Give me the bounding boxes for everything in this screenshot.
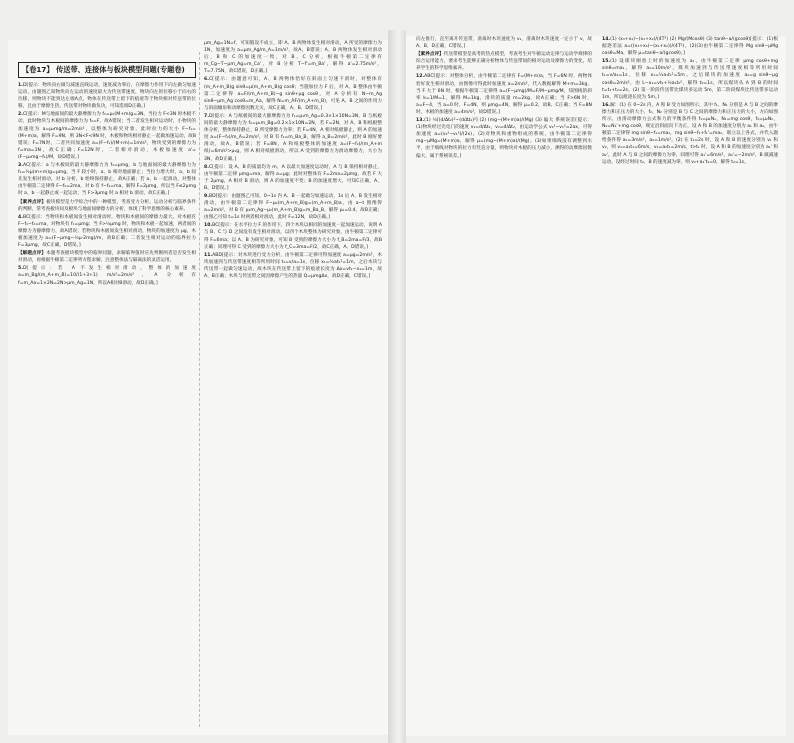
answer-item — [416, 36, 592, 50]
item-text: BD[提示：由题图乙可知，0~1s 内 A、B 一起做匀加速运动，1s 后 A、B 发生相对滑动，由牛顿第二定律得 F−μ₂(m_A+m_B)g=(m_A+m_B)a，由 a−t 图像得 a=2m/s²，对 B 有 μ₁m_Ag−μ₂(m_A+m_B)g=m_Ba_B，解得 μ₁=0.4，故B正确；由图乙可知 t=1s 时两者相对滑动，此时 F=12N，故D正确。] — [204, 193, 382, 221]
item-text: ABC[提示：对整体分析，由牛顿第二定律有 F=(M+m)a，当 F=6N 时，两物体恰好发生相对滑动，由图像可得此时加速度 a=2m/s²，代入数据解得 M+m=3kg，当 F 大于 6N 时，根据牛顿第二定律得 a=(F−μmg)/M=F/M−μmg/M，知图线的斜率 k=1/M=1，解得 M=1kg，滑块的质量 m=2kg，故A正确；当 F>6N 时，a=F−4，当 a=0 时，F=4N，则 μmg=4N，解得 μ=0.2，故B、C正确；当 F=8N 时，木板的加速度 a=4m/s²，故D错误。] — [416, 74, 592, 115]
item-number: 14. — [602, 37, 611, 42]
answer-item — [18, 199, 196, 213]
item-text: (1) ½[(d/Δt₂)²−(d/Δt₁)²] (2) (mg−(M+m)a)/(Mg) (3) 偏大 系统误差[提示：(1)物块经过光电门的速度 v₁=d/Δt₁，v₂=d/Δt₂，由运动学公式 v₂²−v₁²=2ax，可得加速度 a=(v₂²−v₁²)/(2x)。(2)对物块和重物组成的系统，由牛顿第二定律得 mg−μMg=(M+m)a，解得 μ=(mg−(M+m)a)/(Mg)。(3)如果细线没有调整到水平，由于细线对物块的拉力有竖直分量，则物块对木板的压力减小，测得的动摩擦因数偏大，属于系统误差。] — [416, 118, 592, 159]
answer-item — [602, 102, 778, 166]
item-number: 10. — [204, 223, 213, 229]
item-number: 8. — [204, 164, 209, 170]
answer-item — [18, 162, 196, 197]
item-number: 【解题点评】 — [18, 251, 47, 257]
left-page-column-1 — [18, 40, 196, 735]
answer-item — [602, 36, 778, 57]
answer-item — [416, 51, 592, 72]
answer-item — [18, 265, 196, 286]
item-text: D[提示：A 与纸板间的最大静摩擦力为 f₁=μ₁m_Ag=0.3×1×10N=3N，B 与纸板间的最大静摩擦力为 f₂=μ₁m_Bg=0.2×1×10N=2N，若 F=2N，对 A、B 和纸板整体分析，整体保持静止，B 所受摩擦力为零；若 F=4N，A 相对纸板静止，则 A 的加速度 a=(F−f₂)/m_A=2m/s²，对 B 有 f₂=m_Ba_B，解得 a_B=2m/s²，此时 B 刚好要滑动，故A、B错误；若 F=8N，A 和纸板整体的加速度 a=(F−f₂)/(m_A+m纸)=6m/s²>μ₁g，则 A 相对纸板滑动，所以 A 受到的摩擦力为滑动摩擦力，大小为 3N，故D正确。] — [204, 113, 382, 162]
item-number: 6. — [204, 77, 209, 83]
item-number: 7. — [204, 113, 209, 119]
item-number: 13. — [416, 118, 425, 124]
section-title: 【卷17】 传送带、连接体与板块模型问题(专题卷) — [18, 62, 196, 78]
item-text: 解：(1) 在 0~2s 内，A 和 B 受力如图所示，其中 f₁、N₁ 分别是 A 与 B 之间的摩擦力和正压力的大小，f₂、N₂ 分别是 B 与 C 之间的摩擦力和正压力的大小，方向如图所示，由滑动摩擦力公式和力的平衡条件得 f₁=μ₁N₁，N₁=mg cosθ，f₂=μ₂N₂，N₂=N₁'+mg cosθ，规定沿斜面向下为正，设 A 和 B 的加速度分别为 a₁ 和 a₂，由牛顿第二定律得 mg sinθ−f₁=ma₁，mg sinθ−f₂+f₁'=ma₂，联立以上各式，并代入题给条件得 a₁=3m/s²，a₂=1m/s²。(2) 在 t₁=2s 时，设 A 和 B 的速度分别为 v₁ 和 v₂，则 v₁=a₁t₁=6m/s，v₂=a₂t₁=2m/s，t>t₁ 时，设 A 和 B 的加速度分别为 a₁' 和 a₂'，此时 A 与 B 之间的摩擦力为零，同理可得 a₁'=6m/s²，a₂'=−2m/s²，B 做减速运动，设经过时间 t₂，B 的速度减为零，则 v₂+a₂'t₂=0，解得 t₂=1s。 — [602, 102, 778, 165]
answer-item — [204, 252, 382, 280]
right-col-items — [416, 36, 778, 736]
left-page-column-2 — [204, 40, 382, 735]
left-col1-items — [18, 82, 196, 287]
left-col2-items — [204, 40, 382, 280]
item-number: 【素养点评】 — [18, 199, 47, 205]
item-number: 5. — [18, 266, 23, 272]
item-text: 本题考查板块模型中的临界问题，求解临界值时应先判断两者是否发生相对滑动，再根据牛顿第二定律列方程求解，注意整体法与隔离法的灵活运用。 — [18, 251, 196, 264]
answer-item — [204, 222, 382, 250]
item-number: 9. — [204, 193, 209, 199]
item-text: (1) (x₃+x₄)−(x₁+x₂)/(4T²) (2) Mg/(Mcosθ) (3) tanθ−a/(gcosθ)[提示：(1)根据逐差法 a=((x₃+x₄)−(x₁+x₂))/(4T²)。(2)(3)由牛顿第二定律得 Mg sinθ−μMg cosθ=Ma，解得 μ=tanθ−a/(gcosθ)。] — [602, 37, 778, 57]
answer-item — [18, 250, 196, 264]
item-number: 【素养点评】 — [416, 52, 444, 58]
item-number: 4. — [18, 214, 23, 220]
answer-item — [204, 113, 382, 163]
item-text: C[提示：由题意可知，A、B 两物体恰好在斜面上匀速下滑时，对整体有 (m_A+m_B)g sinθ=μ(m_A+m_B)g cosθ；当施加拉力 F 后，对 A、B 整体由牛顿第二定律得 a=F/(m_A+m_B)−g sinθ+μg cosθ，对 A 分析有 N−m_Ag sinθ−μm_Ag cosθ=m_Aa，解得 N=m_AF/(m_A+m_B)，可见 A、B 之间的作用力与斜面倾角和动摩擦因数无关，故C正确，A、B、D错误。] — [204, 77, 382, 111]
item-text: D[提示：若 A 不发生相对滑动，整体的加速度 a=m_Bg/(m_A+m_B)=10/(1+3+1) m/s²=2m/s²，A 分析有 f=m_Aa=1×2N=2N>μm_Ag=1N，所以A相对B滑动，故D正确。] — [18, 266, 196, 286]
left-page — [8, 40, 388, 735]
item-text: C[提示：设 A、B 的质量均为 m，A 以最大加速度运动时，A 与 B 保持相对静止，由牛顿第二定律 μmg=ma，解得 a=μg；此时对整体有 F=2ma=2μmg，故若 F 大于 2μmg，A 相对 B 滑动，则 A 的加速度不变；B 的加速度增大，可知C正确，A、B、D错误。] — [204, 164, 382, 191]
item-text: BC[提示：在水平拉力 F 的作用下，四个木块以相同的加速度一起加速运动，说明 A 与 B、C 与 D 之间没有发生相对滑动，以四个木块整体为研究对象，由牛顿第二定律可得 F=6ma；以 A、B 为研究对象，可知 B 受到的摩擦力大小为 f_B=2ma=F/3，故B正确；同理可得 C 受到的摩擦力大小为 f_C=3ma=F/2，故C正确，A、D错误。] — [204, 223, 382, 250]
answer-item — [18, 214, 196, 249]
item-text: 向左推行，直至离开传送带，滑离时木块速度为 v₁，滑离时木块速度一定小于 v，故A、B、D正确，C错误。] — [416, 37, 592, 50]
answer-item — [416, 73, 592, 116]
item-text: AC[提示：a 与木板间的最大静摩擦力为 f₁=μmg，b 与地面间的最大静摩擦力为 f₂=½μ(m+m)g=μmg，当 F 较小时，a、b 相对地面静止；当拉力增大时，a、b 间先发生相对滑动，对 b 分析，b 始终保持静止，故A正确；若 a、b 一起滑动，对整体由牛顿第二定律得 F−f₂=2ma，对 b 有 f−f₂=ma，解得 F=2μmg，所以当 F≤2μmg 时 a、b 一起静止或一起运动；当 F>3μmg 时 a 相对 b 滑动，故C正确。] — [18, 163, 196, 197]
item-text: μm_Ag=1N=f，可知假设不成立，即 A、B 两物体发生相对滑动，A 所受的摩擦力为 1N，加速度为 a=μm_Ag/m_A=1m/s²，故A、B错误；A、B 两物体发生相对滑动后，B 和 C 的加速度一致，对 B、C 分析，根据牛顿第二定律有 m_Cg−T−μm_Ag=m_Ca'，对 B 分析 T−f'=m_Ba'，解得 a'=2.75m/s²，T=7.75N，故C错误，D正确。] — [204, 41, 382, 75]
right-page-column-1 — [416, 36, 778, 736]
answer-item — [204, 40, 382, 75]
answer-item — [18, 82, 196, 110]
answer-item — [18, 111, 196, 161]
item-number: 1. — [18, 83, 23, 88]
item-number: 12. — [416, 74, 425, 80]
answer-item — [416, 117, 592, 160]
item-number: 15. — [602, 59, 611, 65]
item-text: C[提示：M与地面间的最大静摩擦力为 f₁=μ₁(M+m)g=3N，当拉力 F<3N 时木板不动，此时物块与木板间的摩擦力为 f₂=F，故A错误；当二者发生相对运动时，小物块的加速度为 a=μ₂mg/m=2m/s²，以整体为研究对象，此时拉力的大小 F−f₁=(M+m)a，解得 F=9N，则 3N<F<9N 时，木板和物块相对静止一起做加速运动，故B错误；F=7N时，二者共同加速度 a=(F−f₁)/(M+m)=1m/s²，物块受到的摩擦力为 f=ma=1N，故C正确；F=12N时，二者相对滑动，木板加速度 a'=(F−μ₂mg−f₁)/M，故D错误。] — [18, 112, 196, 160]
item-text: 板块模型是力学综合中的一种模型，考查受力分析、运动分析与临界条件的判断，常考查板块间及板块与地面间摩擦力的分析，体现了科学思维的核心素养。 — [18, 199, 196, 212]
answer-item — [204, 193, 382, 221]
book-gutter — [388, 30, 406, 743]
answer-item — [602, 58, 778, 101]
item-text: (1) 设煤块刚放上时的加速度为 a₁，由牛顿第二定律 μmg cosθ+mg sinθ=ma₁，解得 a₁=10m/s²，煤块加速到与传送带速度相等所用时间 t₁=v/a₁=1s，位移 x₁=½a₁t₁²=5m。之后煤块的加速度 a₂=g sinθ−μg cosθ=2m/s²，由 L−x₁=vt₂+½a₂t₂²，解得 t₂=1s，所以煤块从 A 到 B 的时间 t=t₁+t₂=2s。(2) 第一阶段传送带比煤块多运动 5m，第二阶段煤块比传送带多运动 1m，所以痕迹长度为 5m。] — [602, 59, 778, 100]
right-page — [406, 36, 786, 736]
answer-item — [204, 164, 382, 192]
item-number: 2. — [18, 112, 23, 118]
answer-item — [204, 76, 382, 111]
item-text: ABD[提示：对木块进行受力分析，由牛顿第二定律可得加速度 a=μg=2m/s²，木块加速到与传送带速度相等所用时间 t₁=v/a=1s，位移 x₁=½at₁²=1m，之后木块与传送带一起做匀速运动，故木块在传送带上留下的痕迹长度为 Δx=vt₁−x₁=1m，故A、B正确；木块与传送带之间因摩擦产生的热量 Q=μmgΔx，故D正确，C错误。] — [204, 252, 382, 279]
item-text: 传送带模型是高考的热点模型，考查考生对牛顿运动定律与运动学规律的综合运用能力，要求考生能够正确分析物体与传送带间的相对运动及摩擦力的变化，培养学生的科学思维素养。 — [416, 52, 592, 72]
item-number: 11. — [204, 252, 213, 258]
item-text: BC[提示：当物块和木板间发生相对滑动时，物块和木板间的摩擦力最大，对木板有 F−f₁−f₂=ma，对物块有 f₁=μmg；当 F>½μmg 时，物块和木板一起加速，两者间的摩擦力为静摩擦力，故A错误；若物块和木板间发生相对滑动，物块的加速度为 μg，木板加速度为 a=(F−μmg−½μ·2mg)/m，故B正确；二者发生相对运动的临界拉力 F=3μmg，故C正确，D错误。] — [18, 214, 196, 249]
item-number: 3. — [18, 163, 23, 169]
item-number: 16. — [602, 102, 611, 108]
column-divider — [199, 52, 200, 727]
item-text: D[提示：物块向右做匀减速直线运动，速度减为零后，在摩擦力作用下向左做匀加速运动，由题图乙知物块向左运动的速度最大为传送带速度，物块向左的位移小于向右的位移，则物块不能到达左端A点，物体在传送带上留下的痕迹等于物块相对传送带的位移，且由于摩擦生热，传送带对物块做负功，可知选项D正确。] — [18, 83, 196, 110]
